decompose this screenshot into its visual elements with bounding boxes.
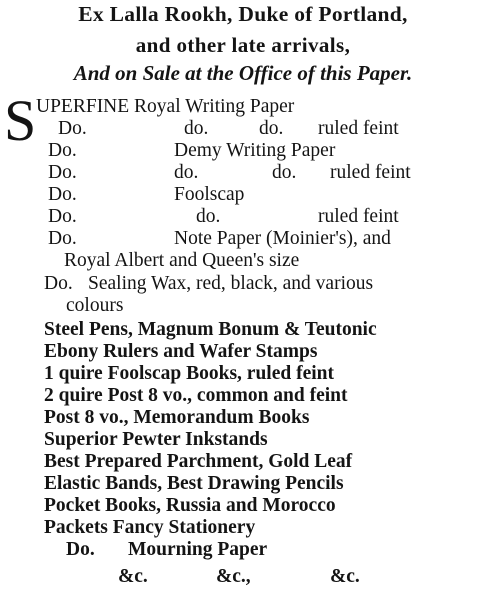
ditto-mark: Do.	[48, 140, 77, 161]
item-text: Foolscap	[174, 184, 245, 205]
item-text: colours	[66, 295, 124, 316]
item-text: Superior Pewter Inkstands	[44, 429, 268, 450]
item-text: Steel Pens, Magnum Bonum & Teutonic	[44, 319, 377, 340]
item-text: ruled feint	[318, 118, 399, 139]
header-line-1: Ex Lalla Rookh, Duke of Portland,	[78, 2, 408, 26]
ditto-mark: do.	[184, 118, 209, 139]
item-text: Royal Albert and Queen's size	[64, 250, 300, 271]
item-text: ruled feint	[330, 162, 411, 183]
item-text: 1 quire Foolscap Books, ruled feint	[44, 363, 334, 384]
item-text: Sealing Wax, red, black, and various	[88, 273, 374, 294]
item-text: Packets Fancy Stationery	[44, 517, 256, 538]
ditto-mark: Do.	[48, 162, 77, 183]
drop-cap: S	[4, 88, 37, 153]
item-text: Ebony Rulers and Wafer Stamps	[44, 341, 318, 362]
ditto-mark: Do.	[44, 273, 73, 294]
item-text: Post 8 vo., Memorandum Books	[44, 407, 310, 428]
item-text: Demy Writing Paper	[174, 140, 336, 161]
ditto-mark: do.	[196, 206, 221, 227]
ditto-mark: Do.	[48, 206, 77, 227]
ditto-mark: Do.	[48, 228, 77, 249]
item-text: Note Paper (Moinier's), and	[174, 228, 391, 249]
item-text: ruled feint	[318, 206, 399, 227]
item-text: UPERFINE Royal Writing Paper	[36, 96, 295, 117]
item-text: Pocket Books, Russia and Morocco	[44, 495, 336, 516]
ditto-mark: Do.	[66, 539, 95, 560]
etc-mark: &c.,	[216, 566, 251, 587]
ditto-mark: do.	[174, 162, 199, 183]
ditto-mark: do.	[272, 162, 297, 183]
etc-mark: &c.	[330, 566, 360, 587]
ditto-mark: do.	[259, 118, 284, 139]
ditto-mark: Do.	[58, 118, 87, 139]
header-line-3: And on Sale at the Office of this Paper.	[73, 61, 413, 85]
item-text: Mourning Paper	[128, 539, 268, 560]
etc-mark: &c.	[118, 566, 148, 587]
header-line-2: and other late arrivals,	[135, 33, 351, 57]
ditto-mark: Do.	[48, 184, 77, 205]
item-text: Best Prepared Parchment, Gold Leaf	[44, 451, 353, 472]
item-text: 2 quire Post 8 vo., common and feint	[44, 385, 348, 406]
item-text: Elastic Bands, Best Drawing Pencils	[44, 473, 344, 494]
